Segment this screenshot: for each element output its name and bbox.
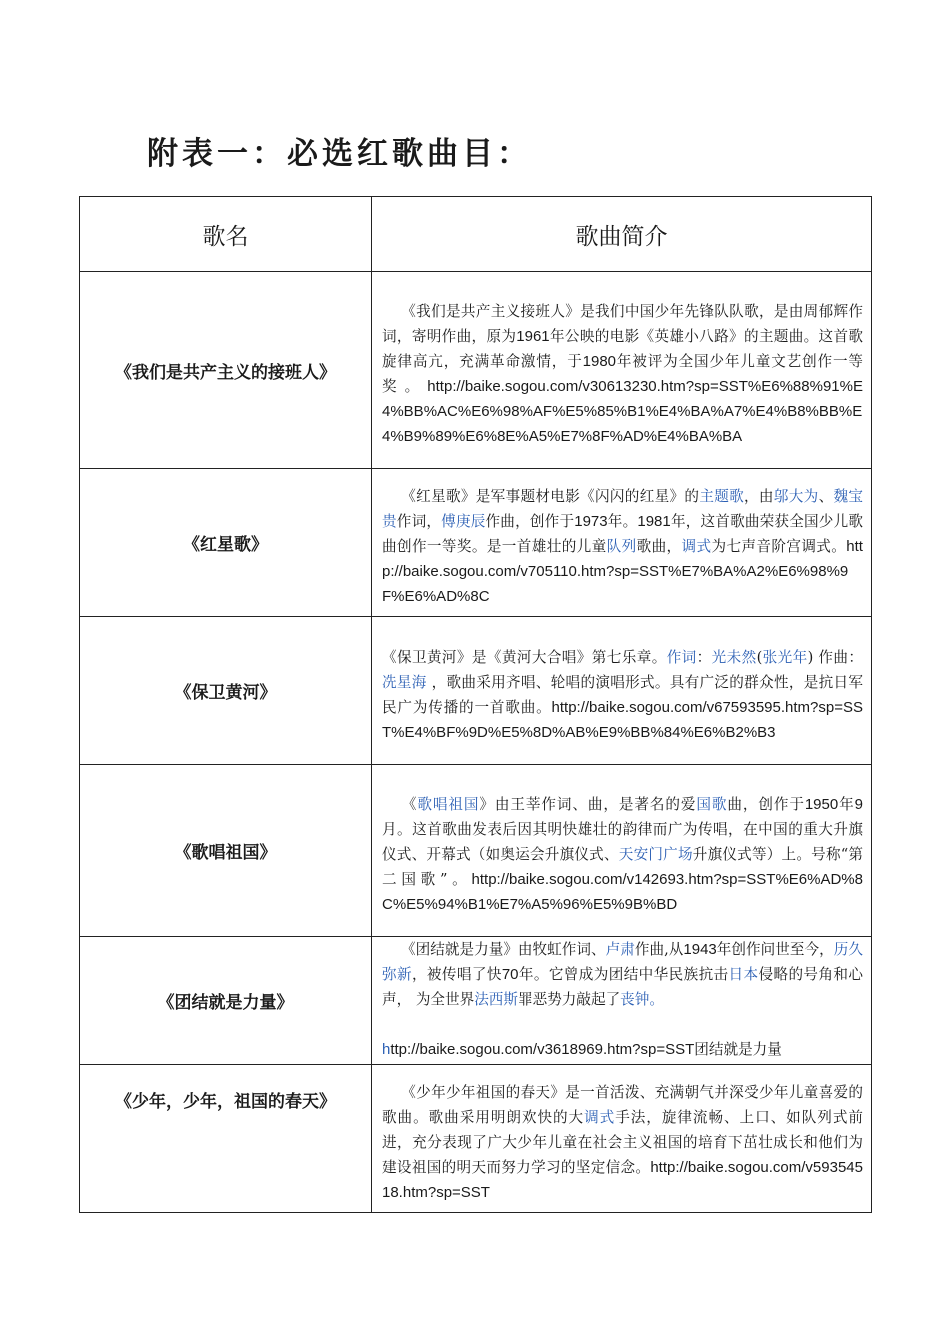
desc-text: 年。它曾成为团结中华民族抗击 — [518, 966, 729, 983]
desc-text: 》由王莘作词、曲，是著名的爱 — [479, 796, 697, 813]
song-name: 《保卫黄河》 — [80, 617, 372, 765]
desc-text: 《红星歌》是军事题材电影《闪闪的红星》的 — [400, 488, 700, 505]
desc-text: 《我们是共产主义接班人》是我们中国少年先锋队队歌，是由周郁辉作词，寄明作曲，原为 — [382, 303, 863, 345]
desc-text: 作曲，创作于 — [485, 513, 575, 530]
link-text[interactable]: 调式 — [584, 1109, 616, 1126]
song-table — [79, 196, 872, 1213]
table-row — [80, 617, 872, 765]
link-text[interactable]: 调式 — [681, 538, 712, 555]
table-row — [80, 1065, 872, 1213]
desc-text: 手法，旋律流畅、上口、如队列式前进，充分表现了广大少年儿童在社会主义祖国的培育下茁壮成长和他们为建设祖国的明天而努力学习的坚定信念。 — [382, 1109, 863, 1176]
desc-text: 年公映的电影《英雄小八路》的主题曲。这首歌旋律高亢，充满革命激情，于 — [382, 328, 863, 370]
link-text[interactable]: 魏宝贵 — [382, 488, 863, 530]
song-name: 《少年，少年，祖国的春天》 — [80, 1065, 372, 1213]
url-text: 1973 — [574, 513, 608, 530]
desc-text: 年，这首歌曲荣获全国少儿歌曲创作一等奖。是一首雄壮的儿童 — [382, 513, 863, 555]
song-description — [372, 469, 872, 617]
link-text[interactable]: 主题歌 — [699, 488, 745, 505]
song-name: 《团结就是力量》 — [80, 937, 372, 1065]
url-text: http://baike.sogou.com/v705110.htm?sp=SST%E7%BA%A2%E6%98%9F%E6%AD%8C — [382, 538, 863, 605]
link-text[interactable]: 天安门广场 — [618, 846, 693, 863]
header-song-name: 歌名 — [80, 197, 372, 272]
url-text: http://baike.sogou.com/v30613230.htm?sp=SST%E6%88%91%E4%BB%AC%E6%98%AF%E5%85%B1%E4%BA%A7%E4%B8%BB%E4%B9%89%E6%8E%A5%E7%8F%AD%E4%BA%BA — [382, 378, 863, 445]
song-name: 《我们是共产主义的接班人》 — [80, 272, 372, 469]
url-text: 1981 — [637, 513, 671, 530]
table-header-row — [80, 197, 872, 272]
link-text[interactable]: 光未然 — [711, 648, 757, 666]
link-text[interactable]: 历久弥新 — [382, 941, 863, 983]
link-text[interactable]: h — [382, 1041, 391, 1058]
link-text[interactable]: 歌唱祖国 — [417, 796, 480, 813]
desc-text: 升旗仪式等）上。号称“第二国歌”。 — [382, 846, 863, 888]
url-text: http://baike.sogou.com/v67593595.htm?sp=SST%E4%BF%9D%E5%8D%AB%E9%BB%84%E6%B2%B3 — [382, 698, 863, 741]
desc-text: 侵略的号角和心声， 为全世界 — [382, 966, 863, 1008]
song-description — [372, 617, 872, 765]
song-name: 《歌唱祖国》 — [80, 765, 372, 937]
url-text: 70 — [501, 966, 519, 983]
link-text[interactable]: 。 — [649, 991, 664, 1008]
desc-text: 作曲,从 — [634, 941, 684, 958]
desc-text: 歌曲， — [636, 538, 682, 555]
page-title: 附表一：必选红歌曲目： — [147, 136, 532, 172]
song-description — [372, 765, 872, 937]
link-text[interactable]: 丧钟 — [620, 991, 650, 1008]
desc-text: 《 — [400, 796, 418, 813]
desc-text: ，歌曲采用齐唱、轮唱的演唱形式。具有广泛的群众性，是抗日军民广为传播的一首歌曲。 — [382, 673, 863, 716]
song-description — [372, 937, 872, 1065]
desc-text: ) 作曲： — [807, 648, 863, 666]
desc-text: 、 — [818, 488, 834, 505]
url-text: 1961 — [516, 328, 550, 345]
table-row — [80, 765, 872, 937]
song-description — [372, 1065, 872, 1213]
table-row — [80, 469, 872, 617]
link-text[interactable]: 邬大为 — [773, 488, 819, 505]
url-text: 1980 — [582, 353, 617, 370]
song-description — [372, 272, 872, 469]
url-text: ttp://baike.sogou.com/v3618969.htm?sp=SST — [390, 1041, 695, 1058]
desc-text: ，由 — [744, 488, 774, 505]
link-text[interactable]: 法西斯 — [474, 991, 518, 1008]
desc-text: 曲，创作于 — [727, 796, 805, 813]
link-text[interactable]: 国歌 — [696, 796, 728, 813]
link-text[interactable]: 冼星海 — [382, 673, 427, 691]
link-text[interactable]: 日本 — [728, 966, 759, 983]
desc-text: 团结就是力量 — [694, 1041, 782, 1058]
link-text[interactable]: 作词 — [666, 648, 697, 666]
url-text: http://baike.sogou.com/v142693.htm?sp=SST%E6%AD%8C%E5%94%B1%E7%A5%96%E5%9B%BD — [382, 871, 863, 913]
desc-text: 作词， — [396, 513, 442, 530]
desc-text: 《保卫黄河》是《黄河大合唱》第七乐章。 — [382, 648, 667, 666]
desc-text: 年被评为全国少年儿童文艺创作一等奖。 — [382, 353, 863, 395]
url-text: 9 — [854, 796, 863, 813]
url-text: 1950 — [804, 796, 839, 813]
header-song-intro: 歌曲简介 — [372, 197, 872, 272]
desc-text: 年创作问世至今， — [716, 941, 834, 958]
table-row — [80, 937, 872, 1065]
desc-text: 《少年少年祖国的春天》是一首活泼、充满朝气并深受少年儿童喜爱的歌曲。歌曲采用明朗欢快的大 — [382, 1084, 863, 1126]
desc-text: 月。这首歌曲发表后因其明快雄壮的韵律而广为传唱，在中国的重大升旗仪式、开幕式（如奥运会升旗仪式、 — [382, 821, 863, 863]
desc-text: 罪恶势力敲起了 — [518, 991, 621, 1008]
url-text: 1943 — [683, 941, 717, 958]
desc-text: ： — [696, 648, 712, 666]
desc-text: ，被传唱了快 — [411, 966, 502, 983]
desc-text: 年。 — [607, 513, 638, 530]
url-text: http://baike.sogou.com/v59354518.htm?sp=SST — [382, 1159, 863, 1201]
desc-text: 为七声音阶宫调式。 — [711, 538, 847, 555]
desc-text: ( — [756, 648, 763, 666]
desc-text: 年 — [838, 796, 855, 813]
link-text[interactable]: 张光年 — [762, 648, 808, 666]
song-name: 《红星歌》 — [80, 469, 372, 617]
link-text[interactable]: 队列 — [606, 538, 637, 555]
link-text[interactable]: 傅庚辰 — [441, 513, 486, 530]
table-row — [80, 272, 872, 469]
desc-text: 《团结就是力量》由牧虹作词、 — [400, 941, 606, 958]
link-text[interactable]: 卢肃 — [605, 941, 635, 958]
